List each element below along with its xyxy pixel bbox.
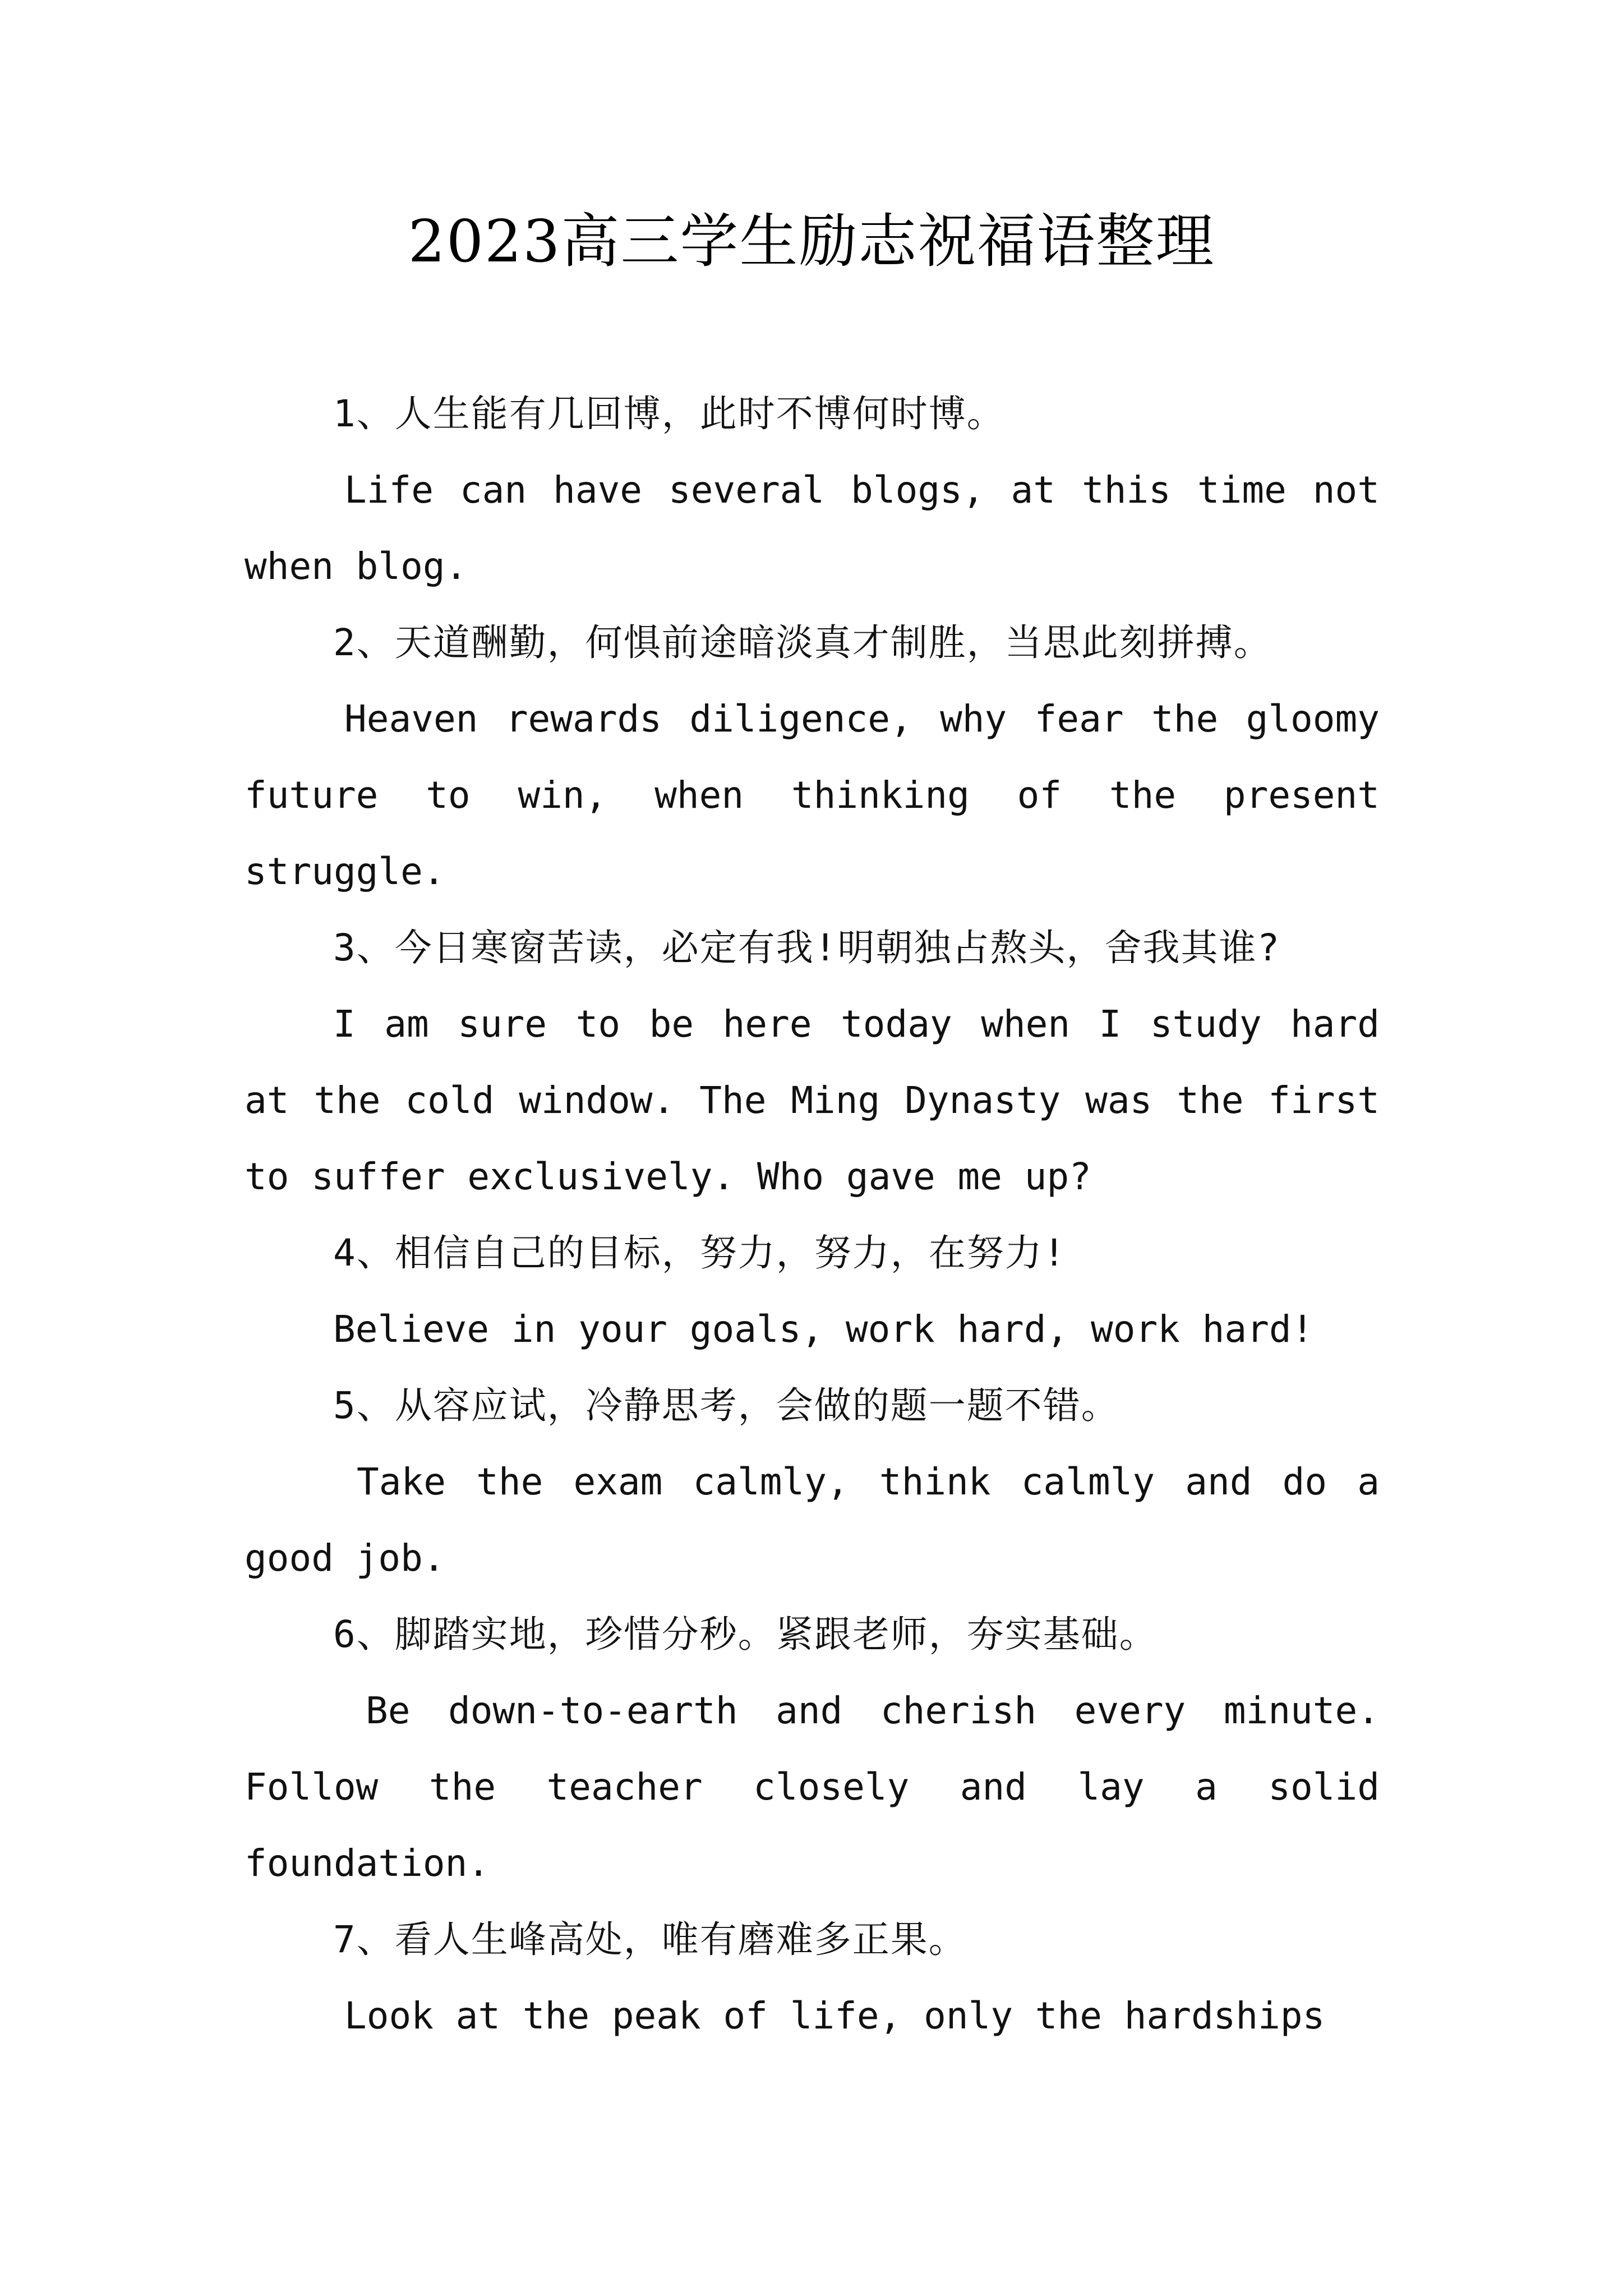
entry-english-text: I am sure to be here today when I study hard at the cold window. The Ming Dynasty was the first to suffer exclusively. Who gave me up?	[245, 1002, 1380, 1198]
entry-chinese-text: 3、今日寒窗苦读，必定有我!明朝独占熬头，舍我其谁?	[333, 926, 1281, 969]
entry-chinese-text: 7、看人生峰高处，唯有磨难多正果。	[333, 1918, 967, 1961]
entry-1	[245, 376, 1380, 605]
entry-english-text: Believe in your goals, work hard, work hard!	[333, 1308, 1314, 1351]
entry-6	[245, 1596, 1380, 1902]
entry-english-text: Take the exam calmly, think calmly and do a good job.	[245, 1460, 1380, 1580]
entry-english-text: Look at the peak of life, only the hardships	[344, 1994, 1325, 2037]
entry-english-text: Life can have several blogs, at this time not when blog.	[245, 468, 1380, 588]
entry-3	[245, 910, 1380, 1215]
entry-chinese-text: 4、相信自己的目标，努力，努力，在努力!	[333, 1231, 1067, 1274]
entry-chinese-text: 5、从容应试，冷静思考，会做的题一题不错。	[333, 1384, 1119, 1427]
entry-2	[245, 605, 1380, 910]
entry-chinese-text: 1、人生能有几回博，此时不博何时博。	[333, 392, 1005, 435]
entry-4	[245, 1215, 1380, 1368]
document-title: 2023高三学生励志祝福语整理	[408, 207, 1215, 275]
entry-7	[245, 1902, 1380, 2054]
entry-chinese-text: 2、天道酬勤，何惧前途暗淡真才制胜，当思此刻拼搏。	[333, 621, 1272, 664]
document-body	[245, 376, 1380, 2054]
entry-chinese-text: 6、脚踏实地，珍惜分秒。紧跟老师，夯实基础。	[333, 1613, 1158, 1656]
entry-english-text: Be down-to-earth and cherish every minute. Follow the teacher closely and lay a solid foundation.	[245, 1689, 1380, 1885]
entry-english-text: Heaven rewards diligence, why fear the gloomy future to win, when thinking of the present struggle.	[245, 697, 1380, 893]
entry-5	[245, 1368, 1380, 1596]
